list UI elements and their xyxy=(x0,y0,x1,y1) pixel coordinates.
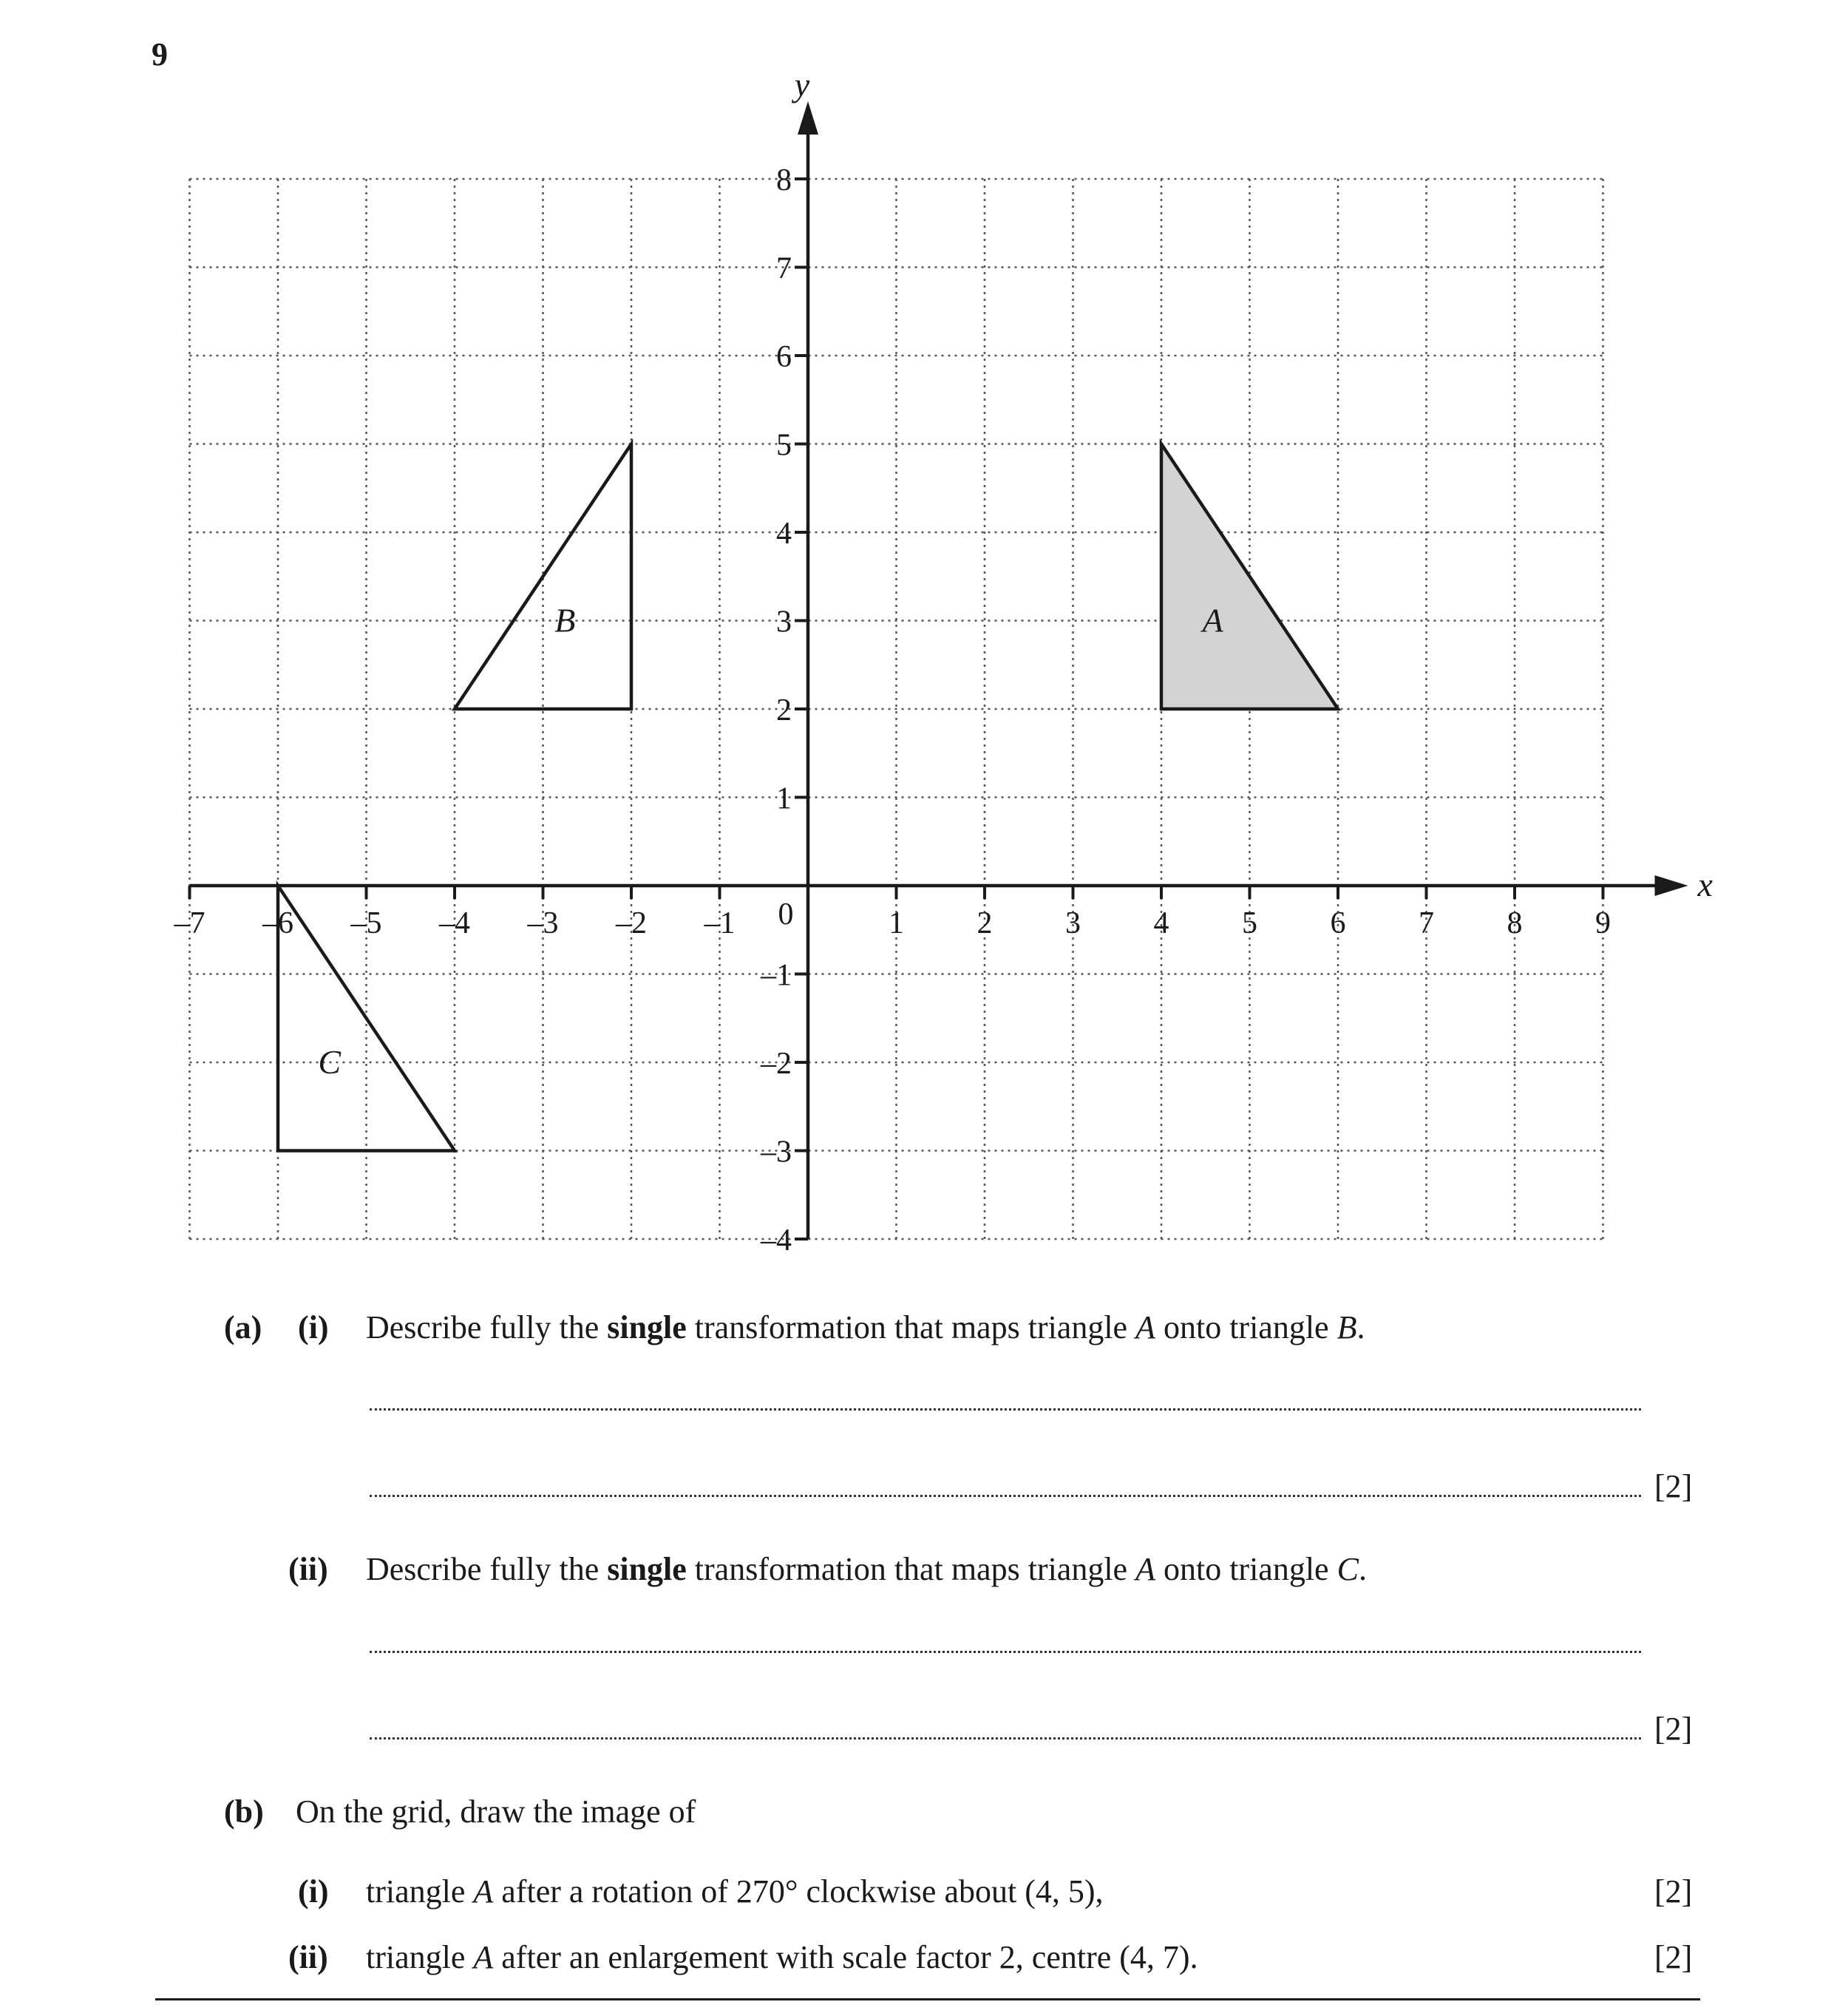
marks: [2] xyxy=(1654,1873,1693,1910)
x-axis-arrow xyxy=(1655,875,1688,896)
marks: [2] xyxy=(1654,1711,1693,1747)
text: transformation that maps triangle xyxy=(686,1309,1136,1345)
text: after a rotation of 270° clockwise about (4, 5), xyxy=(493,1873,1104,1910)
triangle-name: A xyxy=(473,1939,494,1975)
part-a-ii-question xyxy=(366,1550,1367,1588)
x-tick-label: –6 xyxy=(262,906,293,940)
triangle-name: A xyxy=(473,1873,494,1910)
y-tick-label: 6 xyxy=(776,340,792,374)
x-tick-label: 2 xyxy=(977,906,993,940)
part-b-i-question xyxy=(366,1873,1104,1910)
x-tick-label: 7 xyxy=(1419,906,1434,940)
y-tick-label: 3 xyxy=(776,605,792,639)
part-b-ii-question xyxy=(366,1938,1198,1976)
x-tick-label: 9 xyxy=(1595,906,1611,940)
x-tick-label: –1 xyxy=(704,906,736,940)
answer-line[interactable] xyxy=(370,1651,1641,1653)
y-tick-label: 7 xyxy=(776,251,792,286)
part-a-i-label: (i) xyxy=(298,1309,329,1345)
triangle-label-b: B xyxy=(554,601,576,639)
triangle-b xyxy=(455,444,631,710)
part-b-i-label: (i) xyxy=(298,1873,329,1910)
origin-label: 0 xyxy=(778,897,794,931)
x-tick-label: –4 xyxy=(439,906,470,940)
y-tick-label: 8 xyxy=(776,163,792,197)
y-tick-label: 2 xyxy=(776,693,792,727)
grid-lines xyxy=(190,179,1603,1239)
y-tick-label: –1 xyxy=(761,958,792,993)
text: after an enlargement with scale factor 2, centre (4, 7). xyxy=(493,1939,1198,1975)
text: triangle xyxy=(366,1939,474,1975)
y-tick-label: –2 xyxy=(761,1047,792,1081)
bottom-rule xyxy=(155,1998,1700,2000)
text: Describe fully the xyxy=(366,1551,608,1587)
bold-word: single xyxy=(607,1551,687,1587)
triangle-name: C xyxy=(1337,1551,1359,1587)
y-tick-label: 5 xyxy=(776,428,792,463)
x-tick-label: 5 xyxy=(1242,906,1257,940)
x-tick-label: 3 xyxy=(1065,906,1081,940)
triangle-a xyxy=(1161,444,1338,710)
x-tick-label: –7 xyxy=(174,906,206,940)
part-a-ii-label: (ii) xyxy=(288,1551,328,1587)
axes xyxy=(190,101,1688,1239)
answer-line[interactable] xyxy=(370,1408,1641,1411)
x-tick-label: 8 xyxy=(1507,906,1523,940)
x-tick-label: 6 xyxy=(1330,906,1346,940)
y-tick-label: –3 xyxy=(761,1135,792,1170)
question-number: 9 xyxy=(152,36,168,72)
y-tick-label: 1 xyxy=(776,781,792,816)
part-b-intro: On the grid, draw the image of xyxy=(296,1793,696,1830)
bold-word: single xyxy=(607,1309,687,1345)
x-tick-label: –3 xyxy=(527,906,559,940)
answer-line[interactable] xyxy=(370,1737,1641,1740)
x-tick-label: 4 xyxy=(1153,906,1169,940)
text: transformation that maps triangle xyxy=(686,1551,1136,1587)
part-b-label: (b) xyxy=(224,1793,264,1830)
part-a-i-question xyxy=(366,1309,1365,1346)
text: . xyxy=(1358,1551,1367,1587)
y-tick-label: 4 xyxy=(776,517,792,551)
y-axis-arrow xyxy=(798,101,818,135)
triangle-label-a: A xyxy=(1202,601,1223,639)
x-axis-label: x xyxy=(1697,866,1713,903)
y-tick-label: –4 xyxy=(761,1223,792,1258)
triangle-name: A xyxy=(1135,1309,1155,1345)
triangle-name: A xyxy=(1135,1551,1155,1587)
text: . xyxy=(1356,1309,1365,1345)
y-axis-label: y xyxy=(794,66,810,103)
text: triangle xyxy=(366,1873,474,1910)
text: onto triangle xyxy=(1155,1551,1337,1587)
x-tick-label: –2 xyxy=(616,906,647,940)
x-tick-label: –5 xyxy=(350,906,382,940)
triangle-name: B xyxy=(1337,1309,1357,1345)
x-tick-label: 1 xyxy=(889,906,904,940)
answer-line[interactable] xyxy=(370,1495,1641,1497)
marks: [2] xyxy=(1654,1468,1693,1504)
text: onto triangle xyxy=(1155,1309,1337,1345)
part-b-ii-label: (ii) xyxy=(288,1939,328,1975)
text: Describe fully the xyxy=(366,1309,608,1345)
triangle-label-c: C xyxy=(318,1043,342,1081)
marks: [2] xyxy=(1654,1939,1693,1975)
axis-labels xyxy=(174,66,1714,1258)
part-a-label: (a) xyxy=(224,1309,262,1345)
